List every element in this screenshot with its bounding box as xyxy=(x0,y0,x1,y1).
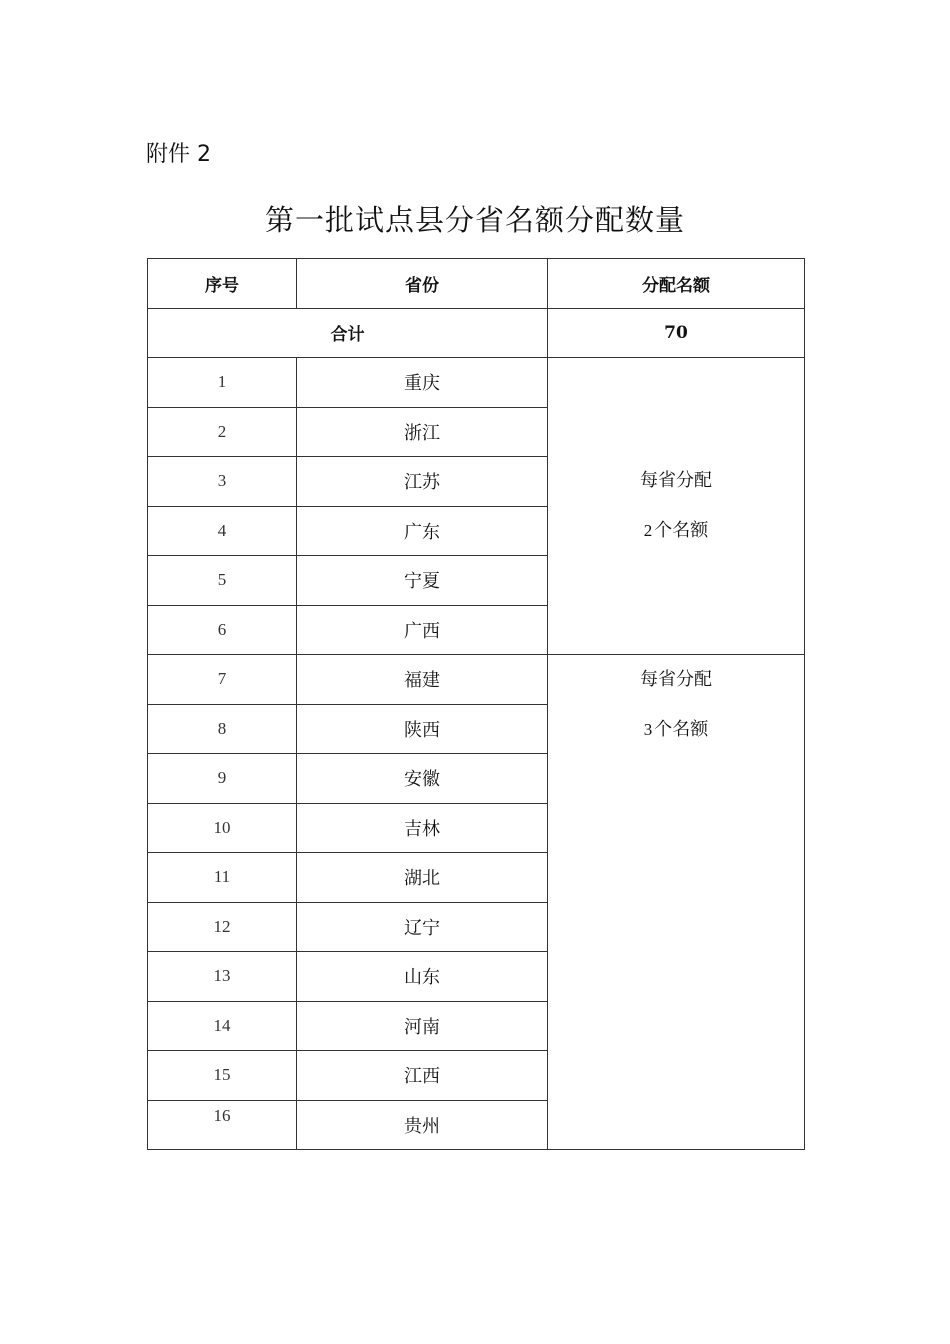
quota-number: 3 xyxy=(643,720,653,739)
row-index: 3 xyxy=(148,457,297,507)
attachment-label: 附件 2 xyxy=(146,142,211,167)
quota-line1: 每省分配 xyxy=(640,470,712,491)
header-index: 序号 xyxy=(148,259,297,309)
row-index: 9 xyxy=(148,754,297,804)
row-index: 14 xyxy=(148,1001,297,1051)
row-index: 16 xyxy=(148,1100,297,1150)
quota-unit: 个名额 xyxy=(654,520,709,541)
row-index: 6 xyxy=(148,605,297,655)
table-header-row xyxy=(148,259,805,309)
row-index: 15 xyxy=(148,1051,297,1101)
row-province: 湖北 xyxy=(297,853,548,903)
row-province: 辽宁 xyxy=(297,902,548,952)
row-province: 重庆 xyxy=(297,358,548,408)
row-province: 江西 xyxy=(297,1051,548,1101)
row-index: 2 xyxy=(148,407,297,457)
total-value: 70 xyxy=(548,308,805,358)
row-province: 陕西 xyxy=(297,704,548,754)
quota-unit: 个名额 xyxy=(654,719,709,740)
row-province: 河南 xyxy=(297,1001,548,1051)
row-index: 1 xyxy=(148,358,297,408)
table-row xyxy=(148,358,805,408)
row-index: 10 xyxy=(148,803,297,853)
row-index: 11 xyxy=(148,853,297,903)
row-index: 7 xyxy=(148,655,297,705)
row-province: 广东 xyxy=(297,506,548,556)
row-province: 贵州 xyxy=(297,1100,548,1150)
row-index: 12 xyxy=(148,902,297,952)
group-quota-cell xyxy=(548,655,805,1150)
quota-line2 xyxy=(548,705,804,755)
quota-allocation-table xyxy=(147,258,805,1150)
quota-number: 2 xyxy=(643,521,653,540)
row-province: 吉林 xyxy=(297,803,548,853)
row-province: 浙江 xyxy=(297,407,548,457)
row-province: 福建 xyxy=(297,655,548,705)
row-index: 4 xyxy=(148,506,297,556)
group-quota-cell xyxy=(548,358,805,655)
quota-line2 xyxy=(548,506,804,556)
total-row xyxy=(148,308,805,358)
row-province: 宁夏 xyxy=(297,556,548,606)
row-province: 江苏 xyxy=(297,457,548,507)
row-province: 山东 xyxy=(297,952,548,1002)
row-province: 安徽 xyxy=(297,754,548,804)
row-index: 5 xyxy=(148,556,297,606)
row-index: 13 xyxy=(148,952,297,1002)
table-row xyxy=(148,655,805,705)
row-province: 广西 xyxy=(297,605,548,655)
total-label: 合计 xyxy=(148,308,548,358)
row-index: 8 xyxy=(148,704,297,754)
quota-line1: 每省分配 xyxy=(640,669,712,690)
header-province: 省份 xyxy=(297,259,548,309)
document-title: 第一批试点县分省名额分配数量 xyxy=(264,203,685,237)
header-quota: 分配名额 xyxy=(548,259,805,309)
